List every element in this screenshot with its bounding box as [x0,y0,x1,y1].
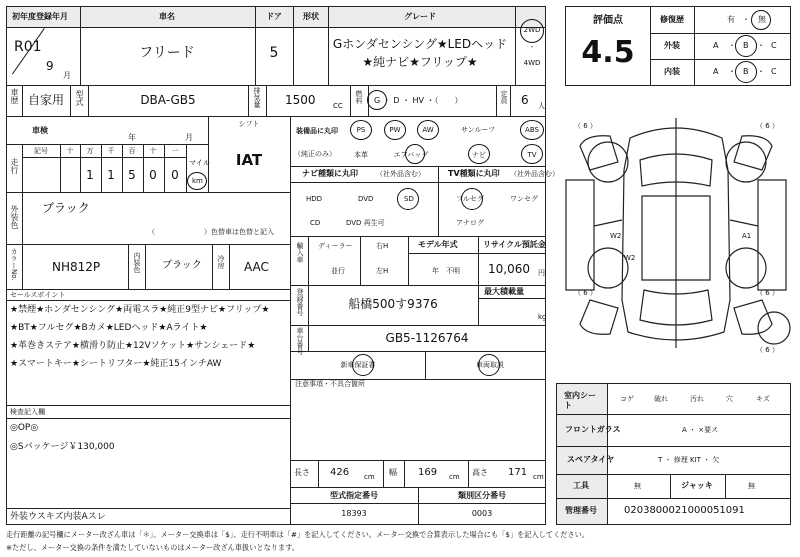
spare-tire-value: T ・ 修理 KIT ・ 欠 [658,456,720,464]
width-unit: cm [449,473,460,481]
ext-b-circle [735,35,757,57]
import-right-h: 右H [376,242,389,250]
length-unit: cm [364,473,375,481]
shift-value: IAT [235,151,263,169]
car-name-label: 車名 [159,12,175,21]
tv-analog: アナログ [456,219,484,227]
tools-label: 工具 [573,481,589,490]
model-label: 型式 [75,90,84,106]
doors-value: 5 [269,45,279,61]
aircon-value: AAC [244,260,269,274]
tv-title: TV種類に丸印 [448,169,500,178]
digit-3: 0 [149,168,157,182]
digit-h5: 十 [149,147,157,155]
reg-year-label: 初年度登録年月 [12,12,68,21]
abs-circle [520,120,544,140]
navi-circle [468,144,490,164]
seat-item-3: 穴 [726,395,733,403]
fuel-label: 燃料 [355,90,363,104]
seat-item-4: キズ [756,395,770,403]
seat-label: 室内シート [564,391,596,411]
exterior-label: 外装 [664,41,680,50]
management-label: 管理番号 [565,506,597,515]
inspector-op: ◎OP◎ [10,423,39,433]
tv-circle [521,144,543,164]
management-value: 0203800021000051091 [624,505,745,516]
model-year-label: モデル年式 [418,240,458,249]
tv-fullseg: フルセグ [456,195,484,203]
reg-value: 船橋500す9376 [348,297,438,311]
int-grade-sep1: ・ [728,67,736,76]
usage-value: 自家用 [28,93,65,107]
recycle-label: リサイクル預託金 [483,240,546,249]
equip-navi: ナビ [472,151,486,159]
drive-2wd: 2WD [523,26,541,34]
int-grade-a: A [713,67,719,76]
digit-h0: 記号 [34,147,48,155]
ext-grade-b: B [743,41,749,50]
reg-month-unit: 月 [63,71,71,80]
aw-circle [417,120,439,140]
fullseg-circle [461,188,483,210]
diagram-label-4: （ 6 ） [756,346,779,354]
inspector-s-package: ◎Sパッケージ￥130,000 [10,442,115,452]
model-year-value: 年 不明 [432,267,460,275]
kg-unit: kg [538,313,547,321]
seat-item-2: 汚れ [690,395,704,403]
sales-line-1: ★BT★フルセグ★Bカメ★LEDヘッド★Aライト★ [10,323,208,333]
inspector-footer-note: 外装ウスキズ内装Aスレ [10,512,106,522]
height-unit: cm [533,473,544,481]
ext-grade-sep1: ・ [728,41,736,50]
diagram-label-2: （ 6 ） [574,289,597,297]
notes-label: 注意事項・不具合箇所 [295,380,365,388]
jack-value: 無 [748,482,755,490]
import-parallel: 並行 [331,267,345,275]
height-value: 171 [508,467,528,478]
navi-cd: CD [310,219,321,227]
diagram-label-1: （ 6 ） [756,122,779,130]
reg-label: 登録番号 [296,288,304,316]
navi-hdd: HDD [306,195,323,203]
color-no-label: カラーNo. [10,248,18,281]
color-paren: （ ）色替車は色替と記入 [148,228,274,236]
navi-title: ナビ種類に丸印 [302,169,358,178]
seat-item-1: 破れ [654,395,668,403]
int-b-circle [735,61,757,83]
diagram-label-0: （ 6 ） [574,122,597,130]
shift-label: シフト [238,120,260,128]
digit-h2: 万 [86,147,94,155]
reg-month-value: 9 [46,59,54,73]
int-grade-sep2: ・ [757,67,765,76]
digit-h1: 十 [66,147,74,155]
digit-0: 1 [86,168,94,182]
manual: 車両取説 [476,361,504,369]
int-grade-b: B [743,67,749,76]
tv-sub: （社外品含む） [510,170,559,178]
windshield-value: A ・ ×要ス [682,426,719,434]
tv-oneseg: ワンセグ [510,195,538,203]
manual-circle [478,354,500,376]
fuel-options: G ・ D ・ HV ・（ ） [374,96,463,105]
diagram-label-3: （ 6 ） [756,289,779,297]
model-value: DBA-GB5 [140,93,196,107]
shaken-month: 月 [185,133,193,142]
type-no-label: 型式指定番号 [330,491,378,500]
drive-sep: ・ [528,43,536,51]
repair-option-1: ・ [742,15,750,24]
door-label: ドア [266,12,282,21]
reg-year-value: R01 [14,39,42,55]
width-value: 169 [418,467,438,478]
recycle-unit: 円 [538,269,545,277]
spare-tire-label: スペアタイヤ [567,455,615,464]
int-grade-c: C [771,67,777,76]
sd-circle [397,188,419,210]
repair-none-circle [751,10,771,30]
import-dealer: ディーラー [318,242,353,250]
eval-label: 評価点 [593,15,623,26]
shaken-year: 年 [128,133,136,142]
equip-ps: PS [356,126,366,134]
mileage-label: 走行 [10,158,19,174]
diagram-label-w2-b: W2 [624,254,636,262]
sales-line-0: ★禁煙★ホンダセンシング★両電スラ★純正9型ナビ★フリップ★ [10,305,270,315]
ext-grade-c: C [771,41,777,50]
interior-color-label: 内装色 [133,252,141,273]
recycle-value: 10,060 [488,262,530,276]
equip-aw: AW [422,126,434,134]
grade-line2: ★純ナビ★フリップ★ [362,55,478,69]
footnote-line1: 走行距離の記号欄にメーター改ざん車は「＊」、メーター交換車は「$」、走行不明車は「#」を記入してください。メーター交換で合算表示した場合にも「$」を記入してください。 [6,530,589,539]
equip-tv: TV [527,151,537,159]
grade-label: グレード [404,12,436,21]
navi-sub: （社外品含む） [376,170,425,178]
color-no-value: NH812P [52,260,101,274]
repair-option-0: 有 [727,15,735,24]
seat-item-0: コゲ [620,395,634,403]
car-damage-diagram [560,100,792,370]
interior-label: 内装 [664,67,680,76]
equipment-sublabel: （純正のみ） [294,150,336,158]
equip-sunroof: サンルーフ [460,126,496,134]
length-label: 長さ [294,468,310,477]
digit-2: 5 [128,168,136,182]
navi-dvd: DVD [358,195,374,203]
import-left-h: 左H [376,267,389,275]
km-circle [187,172,207,190]
warranty-circle [352,354,374,376]
color-value: ブラック [42,201,90,215]
shaken-label: 車検 [32,126,48,135]
equip-airbag: エアバッグ [393,151,429,159]
fuel-g-circle [367,90,387,110]
inspector-label: 検査記入欄 [10,408,45,416]
digit-h3: 千 [107,147,115,155]
navi-dvd-play: DVD 再生可 [346,219,385,227]
equip-abs: ABS [525,126,539,134]
digit-h4: 百 [128,147,136,155]
displacement-label: 排気量 [253,87,261,108]
usage-label: 車歴 [10,88,19,104]
interior-color-value: ブラック [162,260,202,271]
aircon-label: 冷房 [217,255,225,269]
km-label: km [192,177,203,185]
chassis-label: 車台番号 [296,327,304,355]
shape-label: 形状 [303,12,319,21]
equipment-label: 装備品に丸印 [296,127,338,135]
capacity-label: 定員 [500,90,508,104]
grade-line1: Gホンダセンシング★LEDヘッド [332,37,508,51]
footnote-line2: ※ただし、メーター交換の条件を満たしていないものはメーター改ざん車扱いとなります。 [6,543,299,552]
digit-1: 1 [107,168,115,182]
ext-grade-sep2: ・ [757,41,765,50]
equip-leather: 本革 [354,151,368,159]
digit-h6: 一 [171,147,179,155]
airbag-circle [405,144,425,164]
sales-line-2: ★革巻きステア★横滑り防止★12Vソケット★サンシェード★ [10,341,256,351]
tools-value: 無 [634,482,641,490]
color-label: 外装色 [10,205,19,229]
digit-4: 0 [171,168,179,182]
sales-line-3: ★スマートキー★シートリフター★純正15インチAW [10,359,222,369]
repair-option-2: 無 [758,15,766,24]
diagram-label-w2-a: W2 [610,232,622,240]
new-warranty: 新車保証書 [340,361,376,369]
chassis-value: GB5-1126764 [385,331,469,345]
person-unit: 人 [538,102,545,110]
car-name-value: フリード [139,45,195,61]
windshield-label: フロントガラス [565,425,621,434]
repair-history-label: 修復歴 [660,15,684,24]
type-no-value: 18393 [341,509,367,518]
diagram-label-a1: A1 [742,232,752,240]
length-value: 426 [330,467,350,478]
pw-circle [384,120,406,140]
score-value: 4.5 [581,35,635,70]
height-label: 高さ [472,468,488,477]
navi-sd: SD [404,195,414,203]
width-label: 幅 [389,468,397,477]
drive-4wd: 4WD [523,59,541,67]
equip-pw: PW [389,126,401,134]
jack-label: ジャッキ [681,481,713,490]
mile-label: マイル [189,159,210,167]
ext-grade-a: A [713,41,719,50]
sales-label: セールスポイント [10,291,66,299]
max-load-label: 最大積載量 [484,287,524,296]
class-no-label: 類別区分番号 [458,491,506,500]
displacement-value: 1500 [285,93,316,107]
capacity-value: 6 [521,93,529,107]
ps-circle [350,120,372,140]
cc-unit: CC [333,102,343,110]
class-no-value: 0003 [471,509,493,518]
import-label: 輸入車 [296,242,304,263]
